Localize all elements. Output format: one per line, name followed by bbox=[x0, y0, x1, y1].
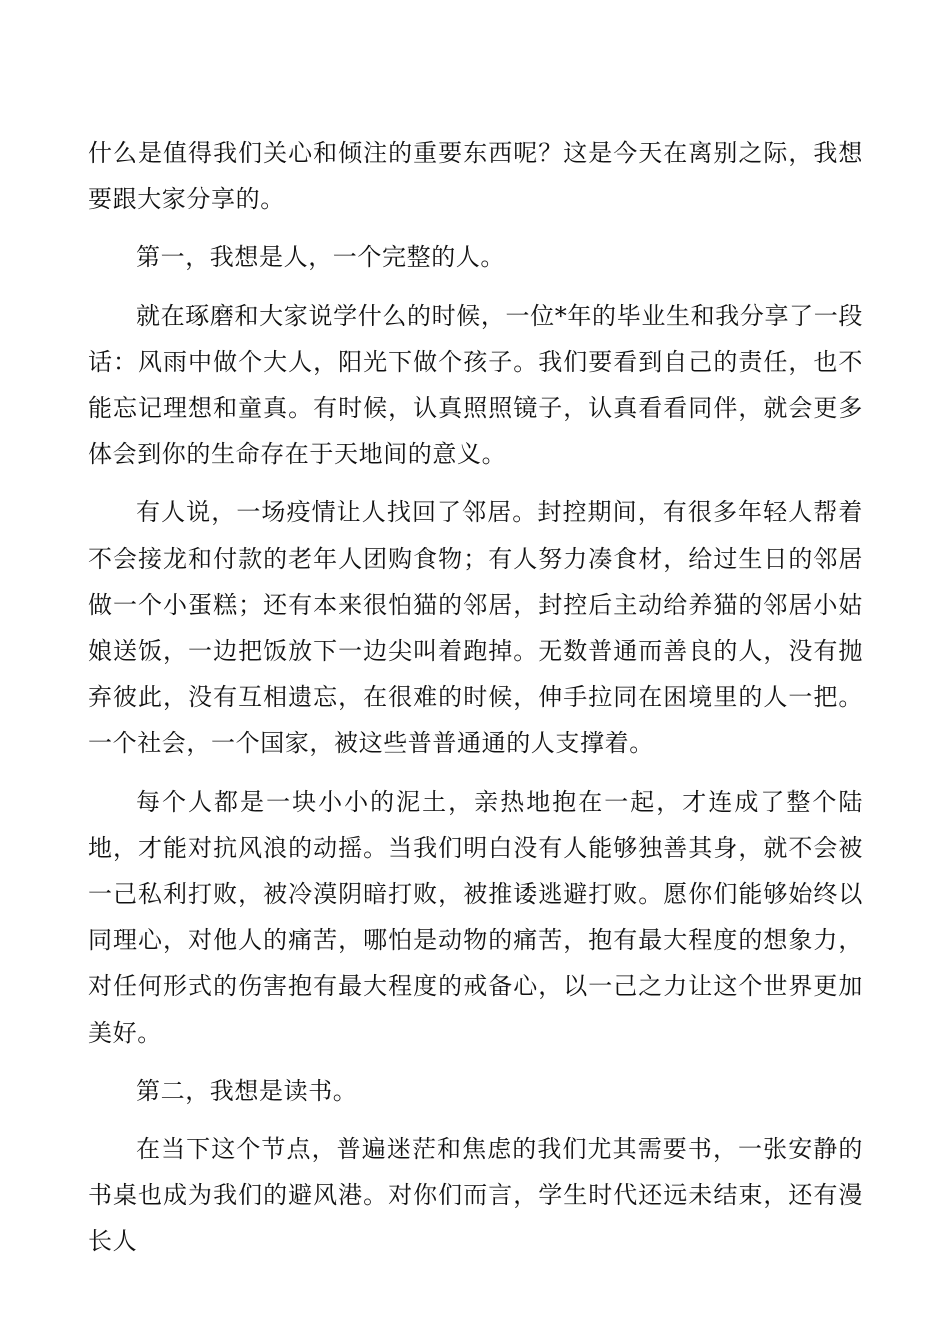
paragraph-heading-second: 第二，我想是读书。 bbox=[136, 1076, 358, 1105]
paragraph: 每个人都是一块小小的泥土，亲热地抱在一起，才连成了整个陆地，才能对抗风浪的动摇。当我们明白没有人能够独善其身，就不会被一己私利打败，被冷漠阴暗打败，被推诿逃避打败。愿你们能够始终以同理心，对他人的痛苦，哪怕是动物的痛苦，抱有最大程度的想象力，对任何形式的伤害抱有最大程度的戒备心，以一己之力让这个世界更加美好。 bbox=[88, 787, 863, 1047]
paragraph-heading-first: 第一，我想是人，一个完整的人。 bbox=[136, 243, 505, 272]
paragraph: 有人说，一场疫情让人找回了邻居。封控期间，有很多年轻人帮着不会接龙和付款的老年人团购食物；有人努力凑食材，给过生日的邻居做一个小蛋糕；还有本来很怕猫的邻居，封控后主动给养猫的邻居小姑娘送饭，一边把饭放下一边尖叫着跑掉。无数普通而善良的人，没有抛弃彼此，没有互相遗忘，在很难的时候，伸手拉同在困境里的人一把。一个社会，一个国家，被这些普普通通的人支撑着。 bbox=[88, 498, 863, 758]
paragraph-continued: 什么是值得我们关心和倾注的重要东西呢？这是今天在离别之际，我想要跟大家分享的。 bbox=[88, 139, 863, 214]
paragraph: 就在琢磨和大家说学什么的时候，一位*年的毕业生和我分享了一段话：风雨中做个大人，阳光下做个孩子。我们要看到自己的责任，也不能忘记理想和童真。有时候，认真照照镜子，认真看看同伴，就会更多体会到你的生命存在于天地间的意义。 bbox=[88, 301, 863, 469]
document-body bbox=[88, 130, 863, 1277]
paragraph: 在当下这个节点，普遍迷茫和焦虑的我们尤其需要书，一张安静的书桌也成为我们的避风港。对你们而言，学生时代还远未结束，还有漫长人 bbox=[88, 1135, 863, 1256]
